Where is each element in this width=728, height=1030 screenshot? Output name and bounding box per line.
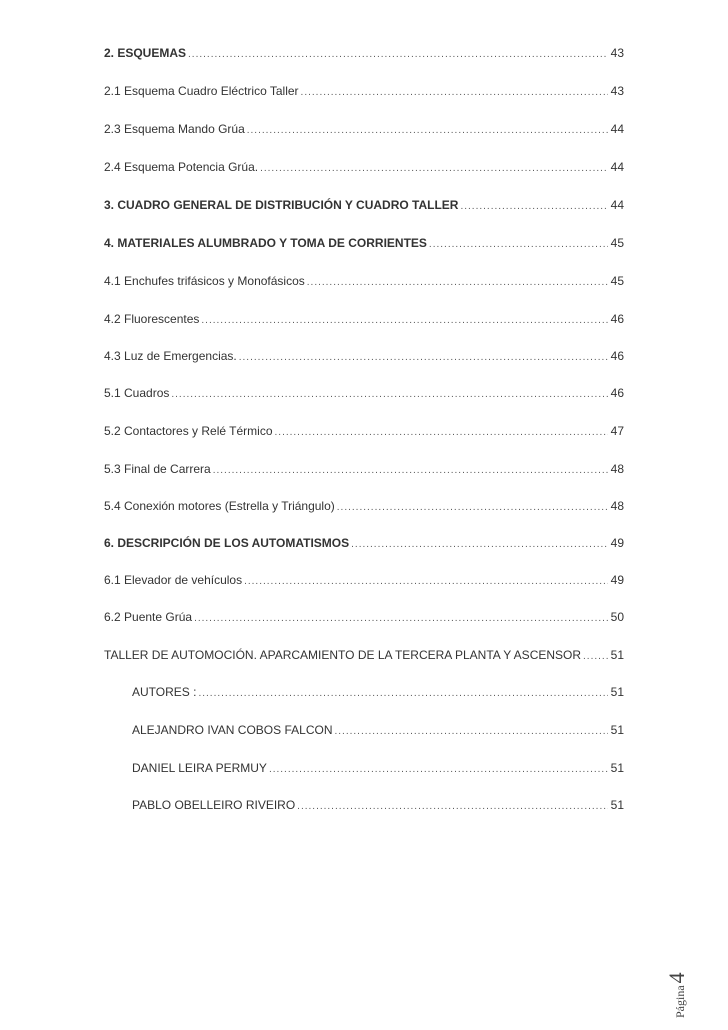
page-number: 4: [664, 972, 689, 984]
toc-entry-page: 51: [610, 798, 624, 812]
toc-entry-page: 45: [610, 274, 624, 288]
toc-entry-title: 5.4 Conexión motores (Estrella y Triángulo): [104, 499, 335, 513]
toc-entry[interactable]: [104, 462, 624, 476]
toc-entry-page: 44: [610, 198, 624, 212]
dot-leader: [201, 314, 607, 328]
toc-entry-page: 49: [610, 536, 624, 550]
toc-entry-page: 43: [610, 84, 624, 98]
page-label: Página: [673, 985, 687, 1018]
toc-entry-title: DANIEL LEIRA PERMUY: [132, 761, 267, 775]
dot-leader: [335, 725, 608, 739]
toc-entry-title: ALEJANDRO IVAN COBOS FALCON: [132, 723, 333, 737]
toc-entry-page: 46: [610, 349, 624, 363]
toc-entry-page: 51: [610, 761, 624, 775]
toc-entry-title: 6.1 Elevador de vehículos: [104, 573, 243, 587]
page-number-rotated: [664, 948, 692, 1018]
toc-entry[interactable]: [104, 573, 624, 587]
dot-leader: [239, 351, 608, 365]
dot-leader: [351, 538, 608, 552]
toc-entry[interactable]: [104, 122, 624, 136]
toc-entry-page: 47: [610, 424, 624, 438]
toc-entry[interactable]: [104, 648, 624, 662]
dot-leader: [244, 575, 608, 589]
toc-entry[interactable]: [104, 46, 624, 60]
toc-entry-page: 44: [610, 122, 624, 136]
toc-entry[interactable]: [104, 424, 624, 438]
toc-entry-title: 2.4 Esquema Potencia Grúa.: [104, 160, 259, 174]
toc-entry-title: 4.2 Fluorescentes: [104, 312, 200, 326]
dot-leader: [275, 426, 608, 440]
toc-entry[interactable]: [104, 84, 624, 98]
toc-entry-title: 4.1 Enchufes trifásicos y Monofásicos: [104, 274, 305, 288]
dot-leader: [269, 763, 608, 777]
toc-entry-page: 49: [610, 573, 624, 587]
toc-entry[interactable]: [132, 798, 624, 812]
toc-entry[interactable]: [132, 761, 624, 775]
page-number-footer: [664, 948, 692, 1018]
toc-entry[interactable]: [104, 236, 624, 250]
toc-entry[interactable]: [104, 610, 624, 624]
dot-leader: [194, 612, 608, 626]
toc-entry-title: TALLER DE AUTOMOCIÓN. APARCAMIENTO DE LA TERCERA PLANTA Y ASCENSOR: [104, 648, 582, 662]
toc-entry-title: PABLO OBELLEIRO RIVEIRO: [132, 798, 296, 812]
toc-entry[interactable]: [132, 723, 624, 737]
toc-entry-page: 45: [610, 236, 624, 250]
toc-entry[interactable]: [104, 499, 624, 513]
toc-entry-page: 46: [610, 312, 624, 326]
toc-entry[interactable]: [104, 274, 624, 288]
dot-leader: [307, 276, 608, 290]
toc-entry-title: 5.2 Contactores y Relé Térmico: [104, 424, 273, 438]
dot-leader: [337, 501, 608, 515]
toc-entry-title: 3. CUADRO GENERAL DE DISTRIBUCIÓN Y CUADRO TALLER: [104, 198, 459, 212]
dot-leader: [429, 238, 608, 252]
toc-entry-title: 2. ESQUEMAS: [104, 46, 187, 60]
toc-entry-title: 6.2 Puente Grúa: [104, 610, 193, 624]
toc-entry[interactable]: [104, 536, 624, 550]
dot-leader: [297, 800, 607, 814]
toc-entry-title: AUTORES :: [132, 685, 197, 699]
toc-entry-page: 46: [610, 386, 624, 400]
dot-leader: [301, 86, 608, 100]
toc-entry-title: 5.3 Final de Carrera: [104, 462, 211, 476]
toc-entry-title: 5.1 Cuadros: [104, 386, 170, 400]
toc-entry-page: 51: [610, 648, 624, 662]
toc-entry[interactable]: [104, 349, 624, 363]
dot-leader: [171, 388, 607, 402]
dot-leader: [247, 124, 608, 138]
dot-leader: [583, 650, 608, 664]
dot-leader: [260, 162, 608, 176]
toc-entry[interactable]: [104, 160, 624, 174]
dot-leader: [460, 200, 607, 214]
toc-entry-title: 4. MATERIALES ALUMBRADO Y TOMA DE CORRIENTES: [104, 236, 427, 250]
toc-entry-page: 48: [610, 462, 624, 476]
toc-entry-page: 51: [610, 685, 624, 699]
toc-entry-title: 6. DESCRIPCIÓN DE LOS AUTOMATISMOS: [104, 536, 350, 550]
toc-entry[interactable]: [132, 685, 624, 699]
dot-leader: [213, 464, 608, 478]
dot-leader: [198, 687, 607, 701]
toc-entry-page: 50: [610, 610, 624, 624]
toc-entry-title: 2.1 Esquema Cuadro Eléctrico Taller: [104, 84, 299, 98]
toc-entry-page: 48: [610, 499, 624, 513]
dot-leader: [188, 48, 608, 62]
toc-entry-title: 2.3 Esquema Mando Grúa: [104, 122, 245, 136]
toc-entry-page: 44: [610, 160, 624, 174]
toc-entry[interactable]: [104, 312, 624, 326]
toc-entry-title: 4.3 Luz de Emergencias.: [104, 349, 237, 363]
toc-entry[interactable]: [104, 386, 624, 400]
toc-entry[interactable]: [104, 198, 624, 212]
toc-entry-page: 51: [610, 723, 624, 737]
toc-entry-page: 43: [610, 46, 624, 60]
